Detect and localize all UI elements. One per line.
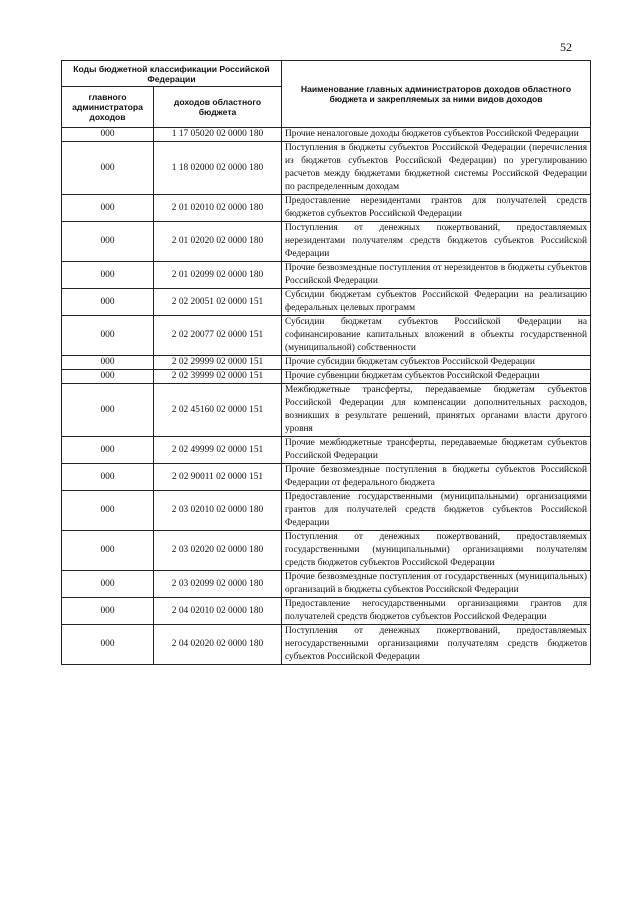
admin-code-cell: 000 [62, 316, 154, 356]
income-name-cell: Поступления от денежных пожертвований, предоставляемых нерезидентами получателям средств бюджетов субъектов Российской Федерации [282, 222, 591, 262]
income-name-cell: Прочие межбюджетные трансферты, передаваемые бюджетам субъектов Российской Федерации [282, 437, 591, 464]
admin-code-cell: 000 [62, 195, 154, 222]
admin-code-cell: 000 [62, 531, 154, 571]
income-code-cell: 2 02 29999 02 0000 151 [154, 356, 282, 370]
table-row [62, 128, 591, 142]
table-row [62, 142, 591, 195]
income-code-cell: 2 01 02010 02 0000 180 [154, 195, 282, 222]
income-name-cell: Прочие безвозмездные поступления в бюджеты субъектов Российской Федерации от федерального бюджета [282, 464, 591, 491]
income-code-cell: 2 03 02010 02 0000 180 [154, 491, 282, 531]
table-row [62, 262, 591, 289]
admin-code-cell: 000 [62, 356, 154, 370]
table-row [62, 195, 591, 222]
income-code-cell: 2 02 39999 02 0000 151 [154, 370, 282, 384]
income-name-cell: Межбюджетные трансферты, передаваемые бюджетам субъектов Российской Федерации для компенсации дополнительных расходов, возникших в результате решений, принятых органами власти другого уровня [282, 384, 591, 437]
income-name-cell: Субсидии бюджетам субъектов Российской Федерации на софинансирование капитальных вложений в объекты государственной (муниципальной) собственности [282, 316, 591, 356]
table-row [62, 491, 591, 531]
table-row [62, 316, 591, 356]
table-row [62, 370, 591, 384]
income-code-cell: 2 02 49999 02 0000 151 [154, 437, 282, 464]
table-row [62, 625, 591, 665]
income-code-cell: 2 04 02010 02 0000 180 [154, 598, 282, 625]
table-row [62, 222, 591, 262]
income-name-cell: Предоставление нерезидентами грантов для получателей средств бюджетов субъектов Российской Федерации [282, 195, 591, 222]
income-name-cell: Поступления от денежных пожертвований, предоставляемых негосударственными организациями получателям средств бюджетов субъектов Российской Федерации [282, 625, 591, 665]
admin-code-cell: 000 [62, 128, 154, 142]
admin-code-cell: 000 [62, 464, 154, 491]
page-number: 52 [560, 40, 572, 54]
income-code-cell: 1 18 02000 02 0000 180 [154, 142, 282, 195]
income-code-cell: 2 04 02020 02 0000 180 [154, 625, 282, 665]
income-code-cell: 2 03 02020 02 0000 180 [154, 531, 282, 571]
admin-code-cell: 000 [62, 262, 154, 289]
admin-code-cell: 000 [62, 437, 154, 464]
table-row [62, 437, 591, 464]
income-name-cell: Предоставление государственными (муниципальными) организациями грантов для получателей средств бюджетов субъектов Российской Федерации [282, 491, 591, 531]
admin-code-cell: 000 [62, 571, 154, 598]
income-name-cell: Поступления в бюджеты субъектов Российской Федерации (перечисления из бюджетов субъектов Российской Федерации) по урегулированию расчетов между бюджетами бюджетной системы Российской Федерации по распределенным доходам [282, 142, 591, 195]
header-budget-codes: Коды бюджетной классификации Российской Федерации [62, 61, 282, 87]
table-row [62, 289, 591, 316]
income-code-cell: 1 17 05020 02 0000 180 [154, 128, 282, 142]
income-code-cell: 2 03 02099 02 0000 180 [154, 571, 282, 598]
income-name-cell: Субсидии бюджетам субъектов Российской Федерации на реализацию федеральных целевых программ [282, 289, 591, 316]
income-name-cell: Прочие безвозмездные поступления от нерезидентов в бюджеты субъектов Российской Федерации [282, 262, 591, 289]
income-name-cell: Прочие безвозмездные поступления от государственных (муниципальных) организаций в бюджеты субъектов Российской Федерации [282, 571, 591, 598]
income-code-cell: 2 01 02099 02 0000 180 [154, 262, 282, 289]
table-row [62, 571, 591, 598]
table-row [62, 598, 591, 625]
table-row [62, 356, 591, 370]
income-code-cell: 2 02 20077 02 0000 151 [154, 316, 282, 356]
admin-code-cell: 000 [62, 222, 154, 262]
header-main-administrator: главного администратора доходов [62, 87, 154, 128]
header-regional-income: доходов областного бюджета [154, 87, 282, 128]
income-code-cell: 2 02 90011 02 0000 151 [154, 464, 282, 491]
budget-codes-table [61, 60, 591, 665]
header-admin-names: Наименование главных администраторов доходов областного бюджета и закрепляемых за ними видов доходов [282, 61, 591, 128]
income-name-cell: Прочие неналоговые доходы бюджетов субъектов Российской Федерации [282, 128, 591, 142]
table-row [62, 464, 591, 491]
income-name-cell: Предоставление негосударственными организациями грантов для получателей средств бюджетов субъектов Российской Федерации [282, 598, 591, 625]
admin-code-cell: 000 [62, 598, 154, 625]
table-row [62, 384, 591, 437]
income-code-cell: 2 02 20051 02 0000 151 [154, 289, 282, 316]
admin-code-cell: 000 [62, 625, 154, 665]
admin-code-cell: 000 [62, 142, 154, 195]
income-code-cell: 2 01 02020 02 0000 180 [154, 222, 282, 262]
admin-code-cell: 000 [62, 384, 154, 437]
admin-code-cell: 000 [62, 289, 154, 316]
income-name-cell: Прочие субсидии бюджетам субъектов Российской Федерации [282, 356, 591, 370]
income-code-cell: 2 02 45160 02 0000 151 [154, 384, 282, 437]
income-name-cell: Поступления от денежных пожертвований, предоставляемых государственными (муниципальными) организациями получателям средств бюджетов субъектов Российской Федерации [282, 531, 591, 571]
income-name-cell: Прочие субвенции бюджетам субъектов Российской Федерации [282, 370, 591, 384]
table-row [62, 531, 591, 571]
admin-code-cell: 000 [62, 370, 154, 384]
admin-code-cell: 000 [62, 491, 154, 531]
